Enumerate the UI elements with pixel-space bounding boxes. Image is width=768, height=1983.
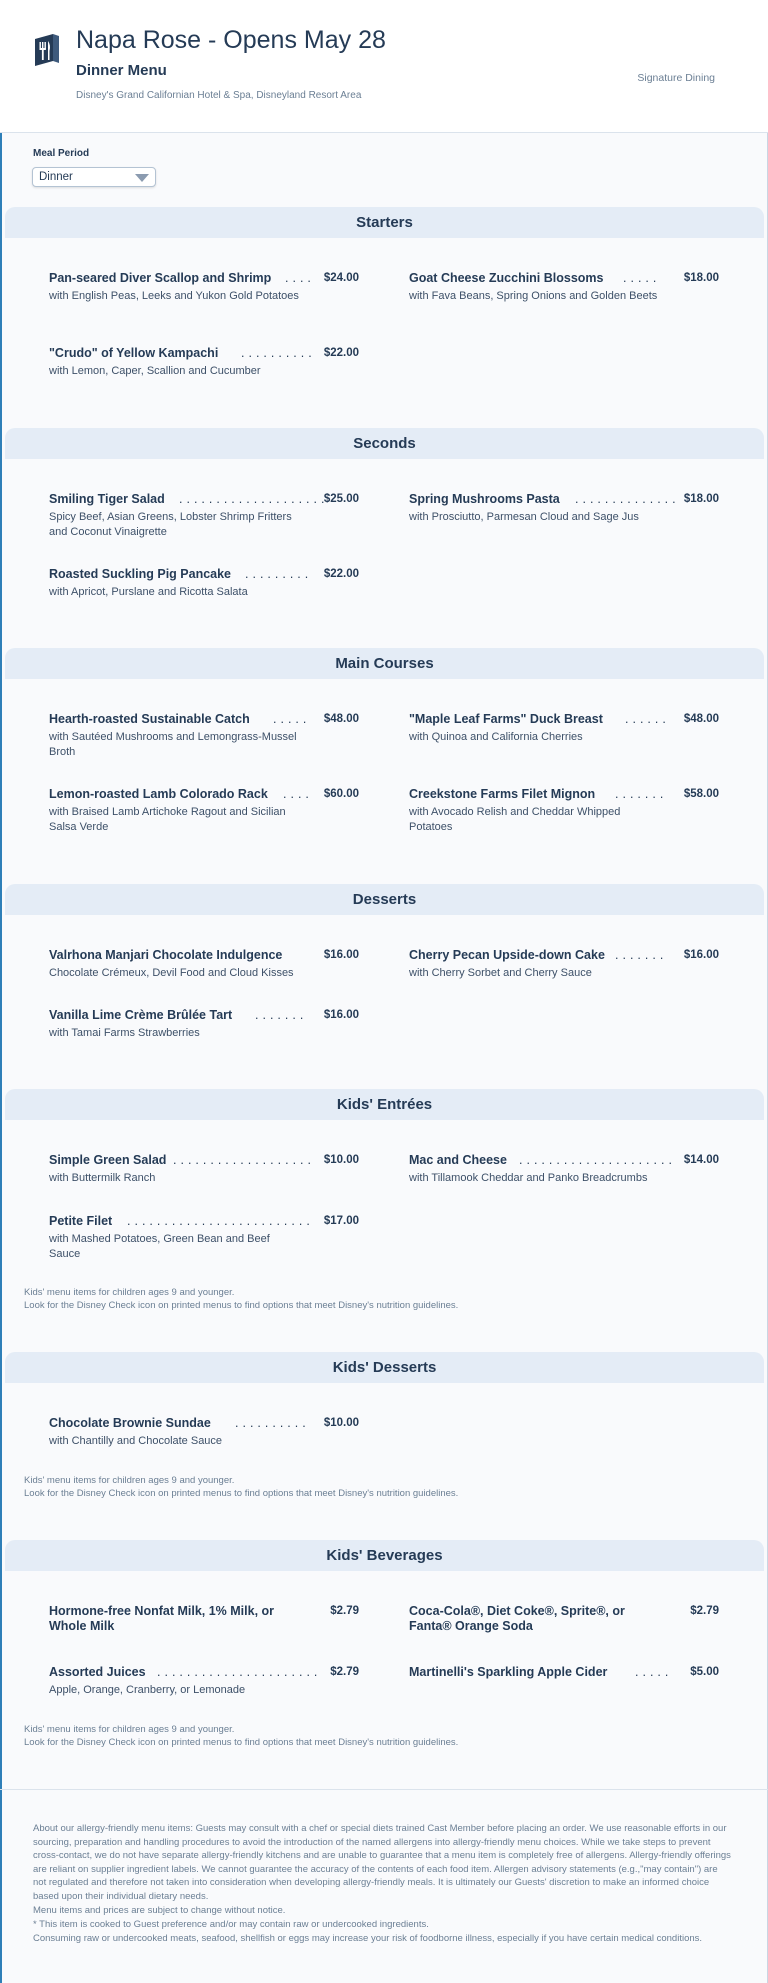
item-name: Simple Green Salad [49,1153,167,1167]
item-name: Vanilla Lime Crème Brûlée Tart [49,1008,233,1022]
item-name: Goat Cheese Zucchini Blossoms [409,271,604,285]
menu-item [409,1604,719,1638]
menu-item [49,492,359,539]
item-name: Martinelli's Sparkling Apple Cider [409,1665,608,1679]
section-desserts [5,884,764,915]
menu-item [409,1153,719,1186]
leader-dots: ...... [625,712,670,726]
leader-dots: .......... [235,1416,310,1430]
item-description: with Lemon, Caper, Scallion and Cucumber [49,365,261,377]
item-price: $5.00 [690,1666,719,1678]
menu-item [49,1604,359,1638]
restaurant-title: Napa Rose - Opens May 28 [76,26,386,54]
item-price: $58.00 [683,788,719,800]
restaurant-location: Disney's Grand Californian Hotel & Spa, Disneyland Resort Area [76,90,362,101]
section-title: Desserts [5,884,764,915]
menu-subtitle: Dinner Menu [76,62,167,79]
cooked-to-preference-notice: * This item is cooked to Guest preference and/or may contain raw or undercooked ingredients. [33,1919,429,1930]
item-description: with Buttermilk Ranch [49,1172,156,1184]
item-description: with Tamai Farms Strawberries [49,1027,200,1039]
item-price: $18.00 [683,272,719,284]
leader-dots: .................... [179,492,329,506]
menu-item [49,346,359,379]
item-price: $10.00 [323,1417,359,1429]
leader-dots: .... [285,271,315,285]
item-description: with Fava Beans, Spring Onions and Golden Beets [409,290,658,302]
item-price: $2.79 [330,1605,359,1617]
section-main-courses [5,648,764,679]
chevron-down-icon [135,174,149,182]
item-name: "Crudo" of Yellow Kampachi [49,346,219,360]
section-seconds [5,428,764,459]
restaurant-header [0,0,768,133]
leader-dots: ......................... [127,1214,314,1228]
leader-dots: ..................... [519,1153,676,1167]
item-price: $48.00 [323,713,359,725]
item-name: Coca-Cola®, Diet Coke®, Sprite®, or Fanta® Orange Soda [409,1604,625,1633]
item-description: with Quinoa and California Cherries [409,731,583,743]
menu-item [49,1008,359,1041]
leader-dots: .......... [241,346,316,360]
item-description: with Braised Lamb Artichoke Ragout and Sicilian Salsa Verde [49,806,286,833]
section-title: Starters [5,207,764,238]
item-price: $22.00 [323,347,359,359]
kids-age-note: Kids' menu items for children ages 9 and younger. [24,1287,235,1298]
item-name: Hearth-roasted Sustainable Catch [49,712,250,726]
item-name: Chocolate Brownie Sundae [49,1416,211,1430]
item-description: with Sautéed Mushrooms and Lemongrass-Mussel Broth [49,731,297,758]
section-kids-beverages [5,1540,764,1571]
leader-dots: .............. [575,492,680,506]
item-description: with Mashed Potatoes, Green Bean and Beef Sauce [49,1233,270,1260]
item-description: Apple, Orange, Cranberry, or Lemonade [49,1684,246,1696]
leader-dots: ...................... [157,1665,322,1679]
section-title: Kids' Beverages [5,1540,764,1571]
menu-item [49,948,359,981]
dining-category: Signature Dining [637,72,715,84]
section-title: Kids' Entrées [5,1089,764,1120]
menu-item [49,1665,359,1698]
section-title: Seconds [5,428,764,459]
item-name: Mac and Cheese [409,1153,507,1167]
leader-dots: ....... [255,1008,308,1022]
menu-item [409,787,719,834]
item-price: $16.00 [683,949,719,961]
footer-divider [0,1789,768,1790]
item-name: Creekstone Farms Filet Mignon [409,787,596,801]
menu-item [49,787,359,834]
disney-check-note: Look for the Disney Check icon on printed menus to find options that meet Disney's nutrition guidelines. [24,1300,459,1311]
meal-period-select[interactable] [32,167,156,187]
leader-dots: ................... [173,1153,315,1167]
menu-item [49,1416,359,1449]
item-price: $14.00 [683,1154,719,1166]
section-starters [5,207,764,238]
item-price: $10.00 [323,1154,359,1166]
item-name: Hormone-free Nonfat Milk, 1% Milk, or Whole Milk [49,1604,275,1633]
section-title: Kids' Desserts [5,1352,764,1383]
leader-dots: ....... [615,948,668,962]
item-description: Chocolate Crémeux, Devil Food and Cloud Kisses [49,967,294,979]
item-price: $60.00 [323,788,359,800]
leader-dots: .... [283,787,313,801]
item-description: with Tillamook Cheddar and Panko Breadcrumbs [409,1172,648,1184]
item-description: with Apricot, Purslane and Ricotta Salata [49,586,248,598]
item-description: with Avocado Relish and Cheddar Whipped Potatoes [409,806,621,833]
item-price: $22.00 [323,568,359,580]
item-name: Pan-seared Diver Scallop and Shrimp [49,271,272,285]
item-name: "Maple Leaf Farms" Duck Breast [409,712,603,726]
leader-dots: ..... [635,1665,673,1679]
menu-item [49,271,359,304]
item-price: $2.79 [690,1605,719,1617]
section-kids-entrees [5,1089,764,1120]
item-price: $25.00 [323,493,359,505]
item-description: Spicy Beef, Asian Greens, Lobster Shrimp Fritters and Coconut Vinaigrette [49,511,292,538]
foodborne-illness-warning: Consuming raw or undercooked meats, seafood, shellfish or eggs may increase your risk of foodborne illness, especially if you have certain medical conditions. [33,1933,703,1944]
leader-dots: ..... [273,712,311,726]
menu-item [49,1214,359,1261]
item-name: Roasted Suckling Pig Pancake [49,567,232,581]
section-kids-desserts [5,1352,764,1383]
allergy-disclaimer: About our allergy-friendly menu items: Guests may consult with a chef or special diets trained Cast Member before placing an order. We use reasonable efforts in our sourcing, preparation and handling procedures to avoid the introduction of the named allergens into allergy-friendly menu choices. While we take steps to prevent cross-contact, we do not have separate allergy-friendly kitchens and are unable to guarantee that a menu item is completely free of allergens. Allergy-friendly offerings are reliant on supplier ingredient labels. We cannot guarantee the accuracy of the contents of each food item. Allergen advisory statements (e.g.,"may contain") are not regulated and therefore not taken into consideration when developing allergy-friendly meals. It is ultimately our Guests' discretion to make an informed choice based upon their individual dietary needs. [33,1823,731,1902]
menu-item [409,492,719,525]
menu-item [409,712,719,745]
leader-dots: ......... [245,567,313,581]
item-name: Smiling Tiger Salad [49,492,165,506]
menu-item [49,712,359,759]
item-price: $16.00 [323,949,359,961]
item-description: with Chantilly and Chocolate Sauce [49,1435,223,1447]
section-title: Main Courses [5,648,764,679]
item-description: with Prosciutto, Parmesan Cloud and Sage Jus [409,511,639,523]
kids-age-note: Kids' menu items for children ages 9 and younger. [24,1475,235,1486]
item-price: $24.00 [323,272,359,284]
item-name: Cherry Pecan Upside-down Cake [409,948,605,962]
disney-check-note: Look for the Disney Check icon on printed menus to find options that meet Disney's nutrition guidelines. [24,1737,459,1748]
item-price: $48.00 [683,713,719,725]
item-description: with Cherry Sorbet and Cherry Sauce [409,967,592,979]
leader-dots: ..... [623,271,661,285]
menu-item [409,271,719,304]
menu-item [409,1665,719,1683]
item-name: Valrhona Manjari Chocolate Indulgence [49,948,283,962]
item-name: Lemon-roasted Lamb Colorado Rack [49,787,268,801]
item-name: Petite Filet [49,1214,113,1228]
item-description: with English Peas, Leeks and Yukon Gold Potatoes [49,290,299,302]
menu-item [409,948,719,981]
leader-dots: ....... [615,787,668,801]
fork-knife-icon [33,33,60,66]
disney-check-note: Look for the Disney Check icon on printed menus to find options that meet Disney's nutrition guidelines. [24,1488,459,1499]
item-price: $16.00 [323,1009,359,1021]
meal-period-value: Dinner [39,171,73,183]
item-price: $17.00 [323,1215,359,1227]
menu-item [49,1153,359,1186]
page-left-border [0,0,2,1983]
price-change-notice: Menu items and prices are subject to change without notice. [33,1905,286,1916]
meal-period-label: Meal Period [33,148,90,159]
item-name: Assorted Juices [49,1665,146,1679]
item-price: $2.79 [330,1666,359,1678]
menu-item [49,567,359,600]
item-name: Spring Mushrooms Pasta [409,492,560,506]
kids-age-note: Kids' menu items for children ages 9 and younger. [24,1724,235,1735]
item-price: $18.00 [683,493,719,505]
